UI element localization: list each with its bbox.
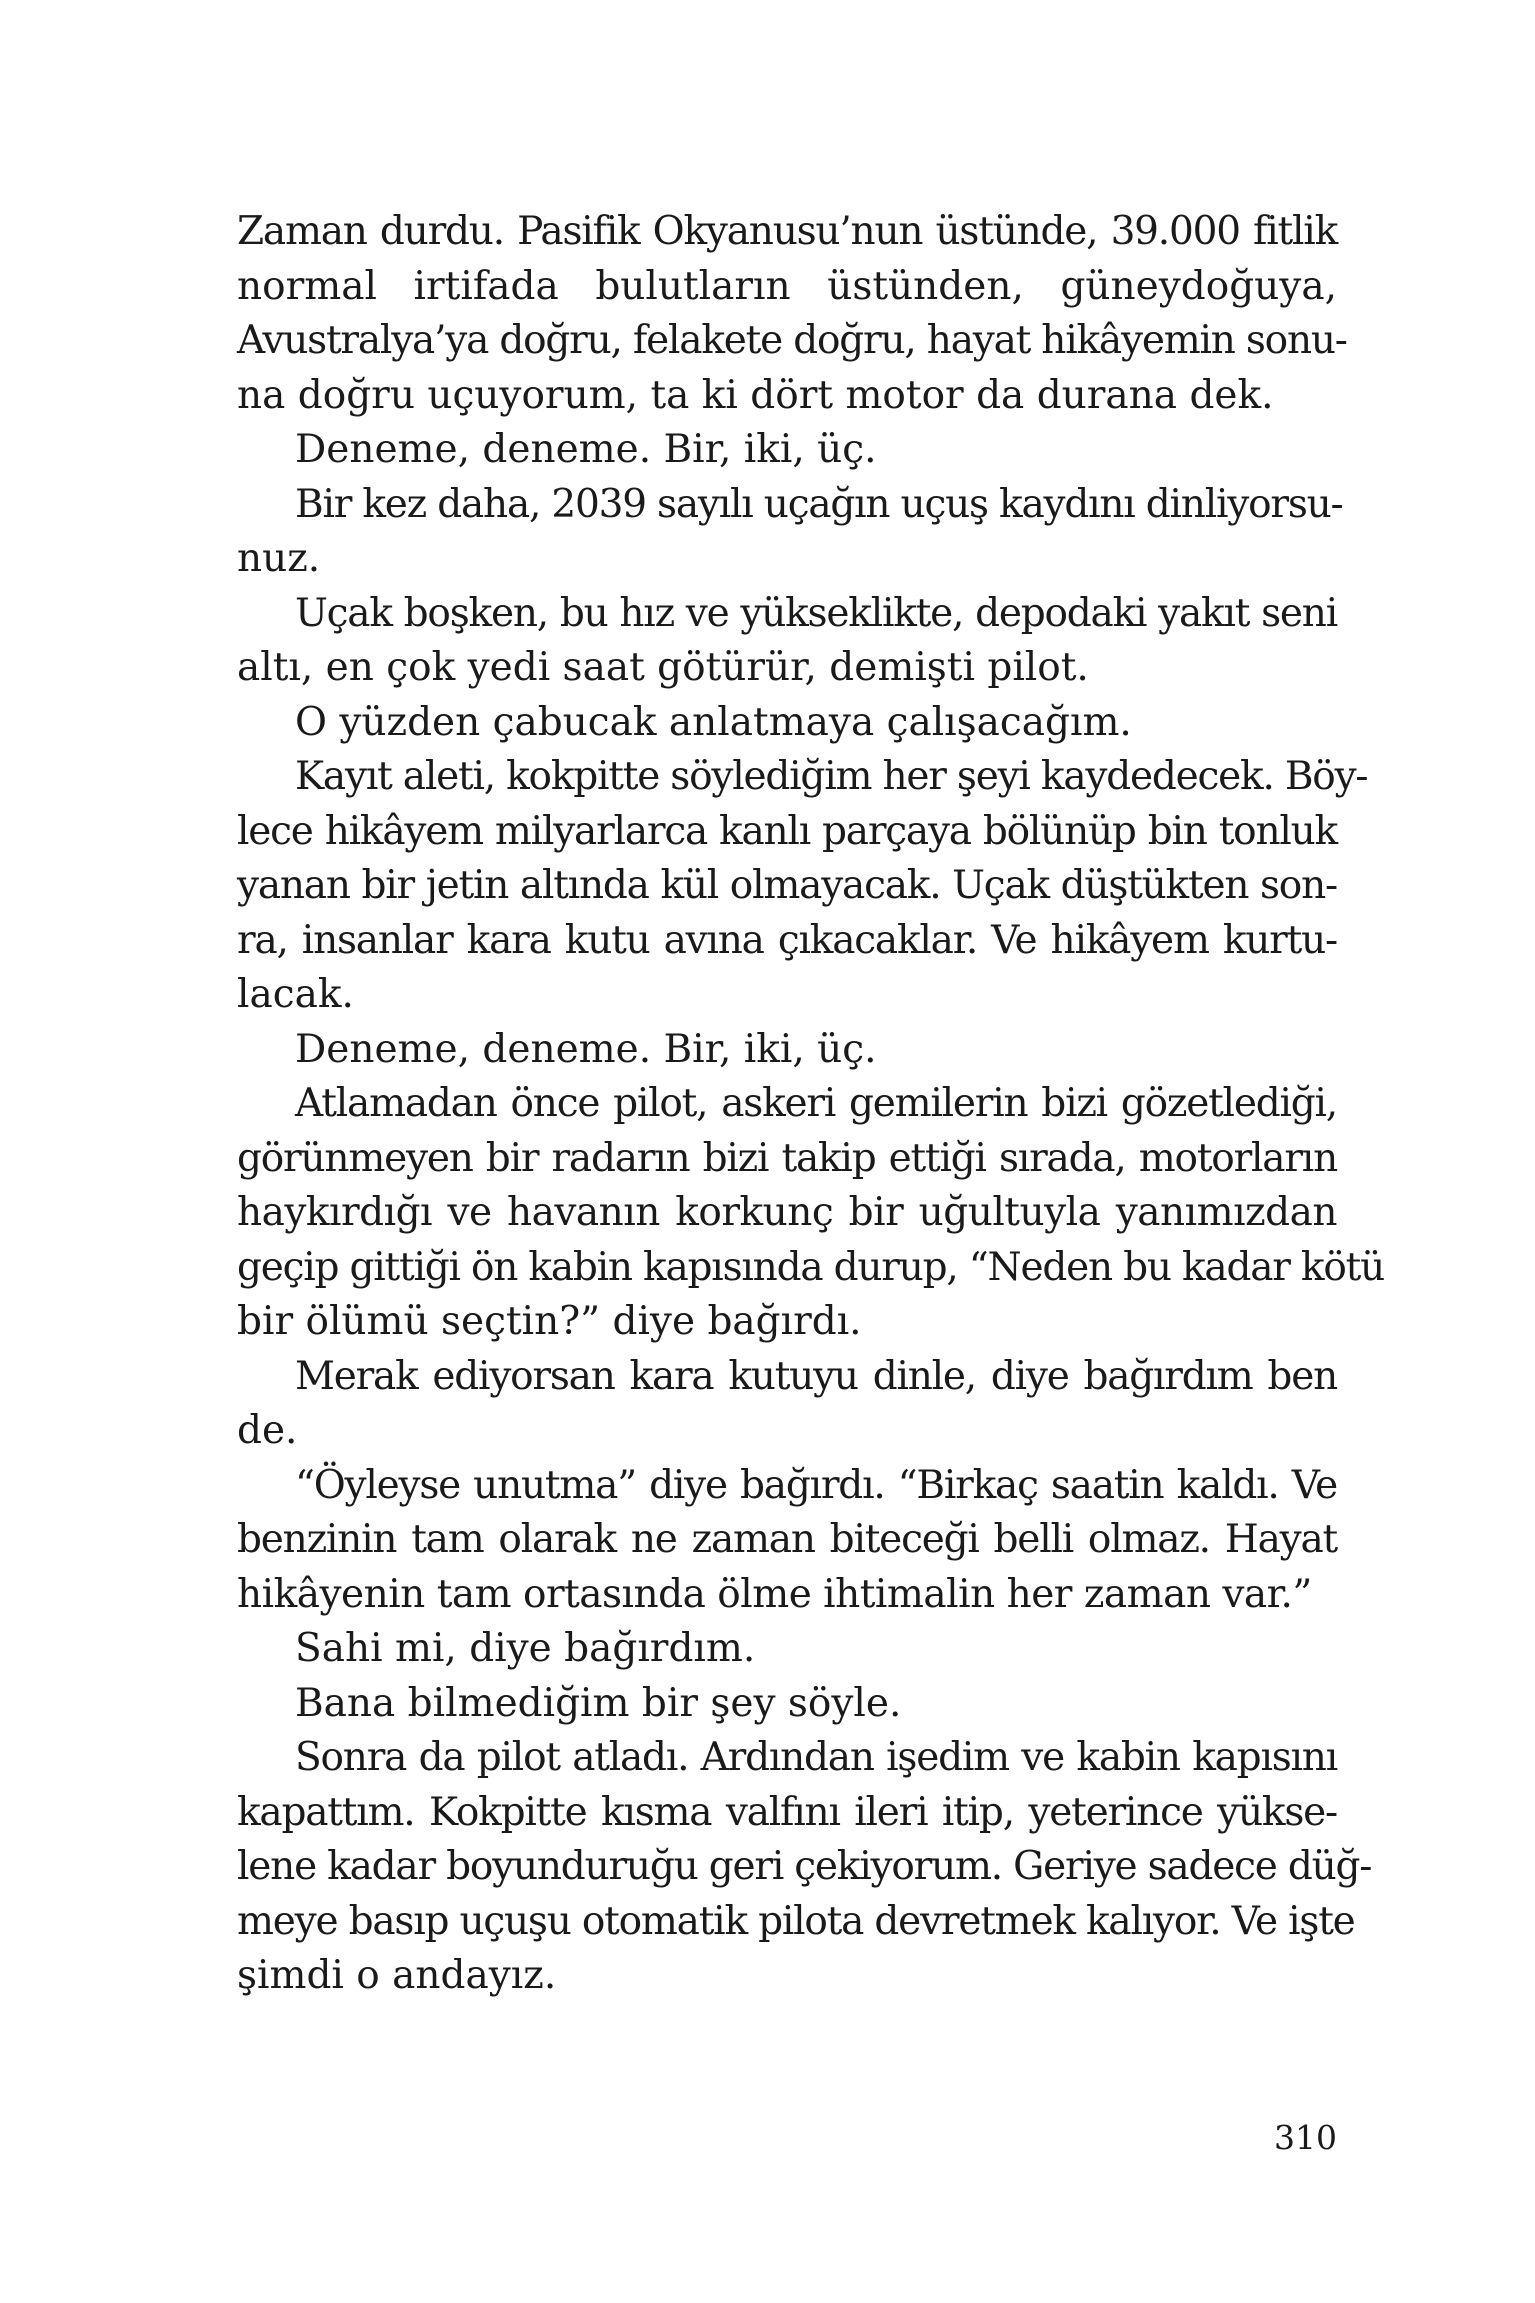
text-line: hikâyenin tam ortasında ölme ihtimalin her zaman var.” [237,1571,1312,1617]
text-line: meye basıp uçuşu otomatik pilota devretmek kalıyor. Ve işte [237,1898,1355,1944]
text-line: normal irtifada bulutların üstünden, güneydoğuya, [237,263,1337,309]
text-line: Bir kez daha, 2039 sayılı uçağın uçuş kaydını dinliyorsu- [295,481,1343,527]
text-line: “Öyleyse unutma” diye bağırdı. “Birkaç saatin kaldı. Ve [295,1462,1337,1508]
text-line: geçip gittiği ön kabin kapısında durup, “Neden bu kadar kötü [237,1244,1385,1290]
text-line: O yüzden çabucak anlatmaya çalışacağım. [295,699,1132,745]
text-line: Merak ediyorsan kara kutuyu dinle, diye bağırdım ben [295,1353,1337,1399]
text-line: şimdi o andayız. [237,1953,557,1998]
text-line: haykırdığı ve havanın korkunç bir uğultuyla yanımızdan [237,1190,1337,1235]
text-line: Uçak boşken, bu hız ve yükseklikte, depodaki yakıt seni [295,590,1337,636]
text-line: yanan bir jetin altında kül olmayacak. Uçak düştükten son- [237,863,1337,908]
text-line: benzinin tam olarak ne zaman biteceği belli olmaz. Hayat [237,1517,1337,1562]
text-line: Deneme, deneme. Bir, iki, üç. [295,1026,877,1072]
text-line: Zaman durdu. Pasifik Okyanusu’nun üstünde, 39.000 fitlik [237,209,1337,254]
text-line: Bana bilmediğim bir şey söyle. [295,1680,902,1726]
text-line: Kayıt aleti, kokpitte söylediğim her şeyi kaydedecek. Böy- [295,754,1368,799]
text-line: kapattım. Kokpitte kısma valfını ileri itip, yeterince yükse- [237,1789,1337,1835]
page-number: 310 [1274,2118,1337,2157]
text-line: na doğru uçuyorum, ta ki dört motor da durana dek. [237,372,1274,418]
text-line: görünmeyen bir radarın bizi takip ettiği sırada, motorların [237,1135,1337,1181]
text-line: Avustralya’ya doğru, felakete doğru, hayat hikâyemin sonu- [237,318,1347,363]
text-line: altı, en çok yedi saat götürür, demişti pilot. [237,645,1089,690]
text-line: lacak. [237,972,354,1017]
text-line: nuz. [237,536,321,581]
text-line: Atlamadan önce pilot, askeri gemilerin bizi gözetlediği, [295,1081,1337,1126]
text-line: Sahi mi, diye bağırdım. [295,1626,756,1671]
text-line: lene kadar boyunduruğu geri çekiyorum. Geriye sadece düğ- [237,1844,1372,1889]
text-line: ra, insanlar kara kutu avına çıkacaklar. Ve hikâyem kurtu- [237,917,1337,963]
text-line: de. [237,1408,298,1453]
text-line: Sonra da pilot atladı. Ardından işedim ve kabin kapısını [295,1735,1337,1780]
text-line: bir ölümü seçtin?” diye bağırdı. [237,1299,862,1344]
text-line: Deneme, deneme. Bir, iki, üç. [295,427,877,472]
body-text [237,205,1385,2004]
text-line: lece hikâyem milyarlarca kanlı parçaya bölünüp bin tonluk [237,808,1337,854]
